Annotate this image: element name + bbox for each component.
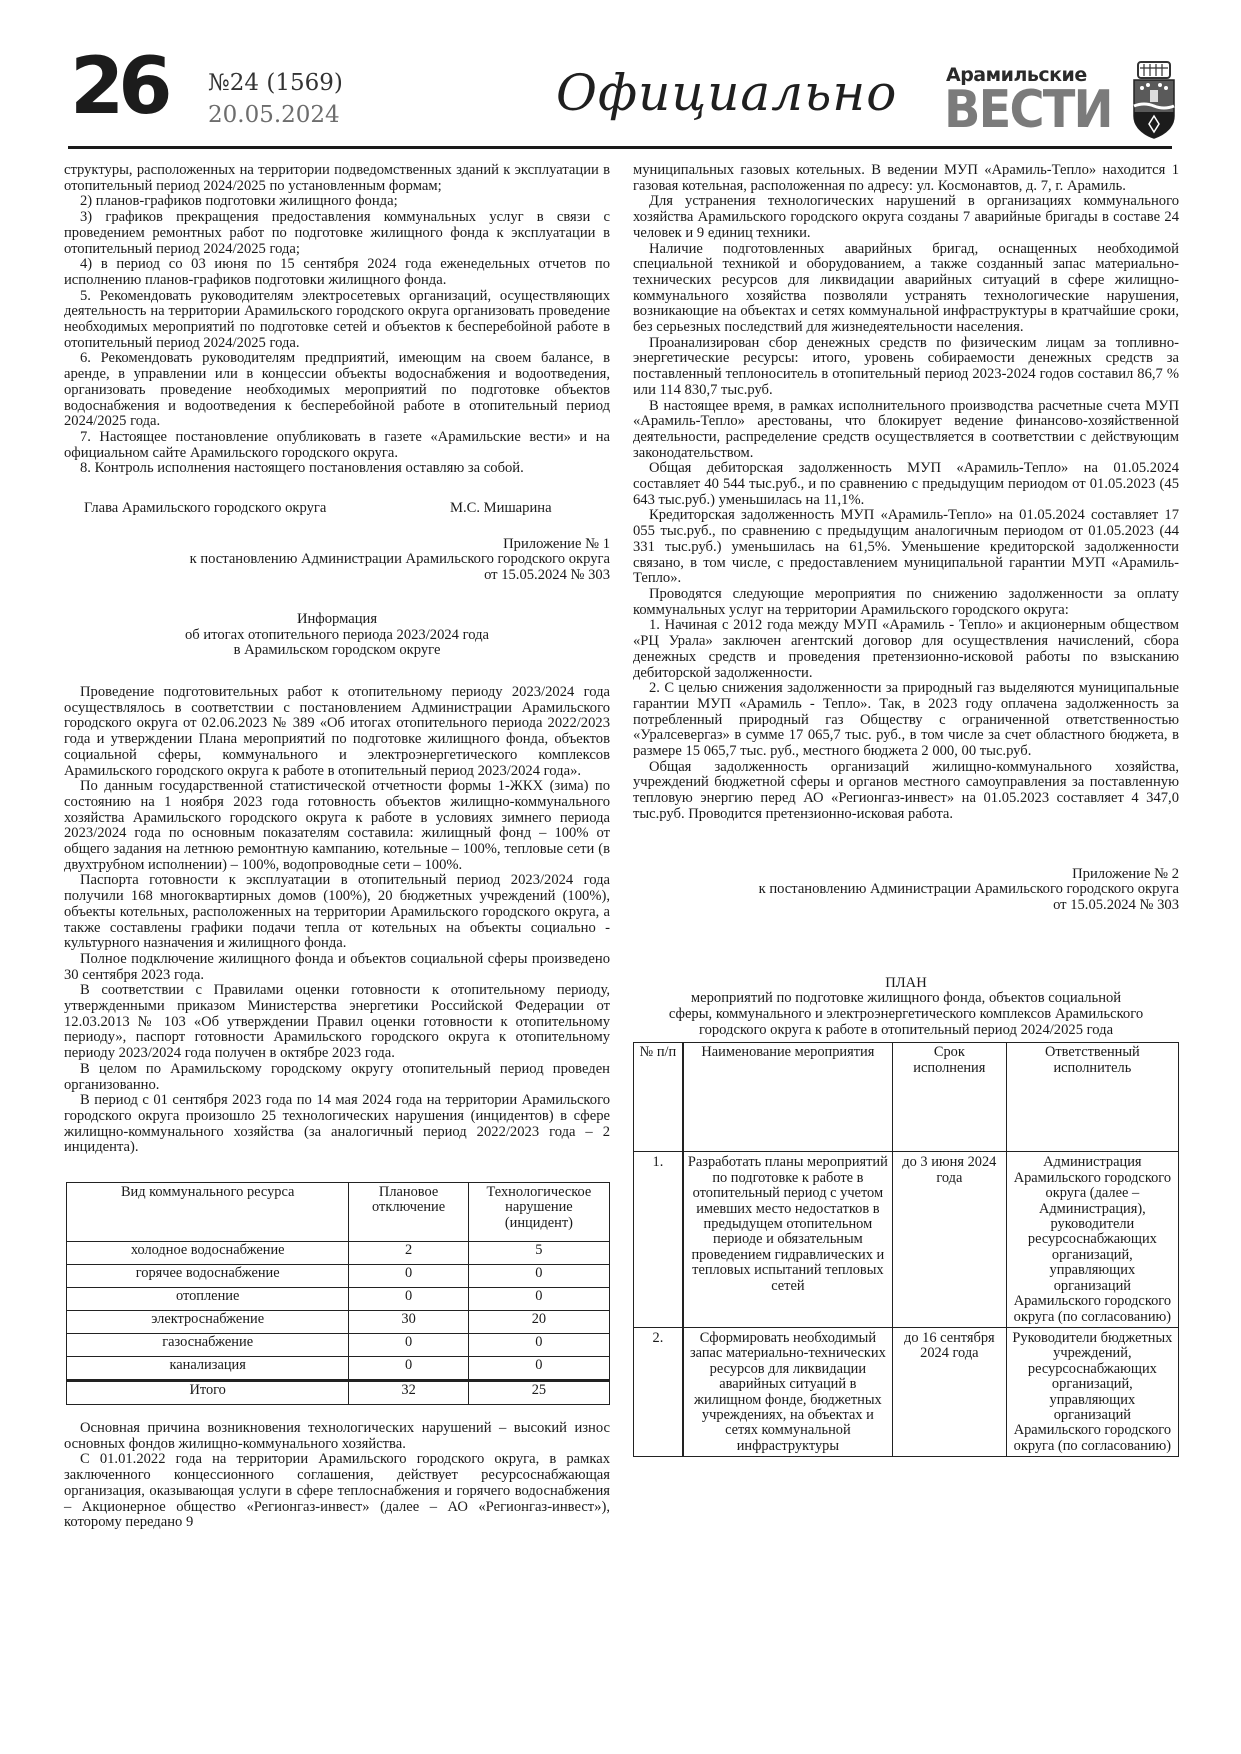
table-cell: Разработать планы мероприятий по подготовке к работе в отопительный период с учетом имевших место недостатков в предыдущем отопительном периоде и обязательным проведением гидравлических и тепловых испытаний тепловых сетей <box>683 1152 893 1327</box>
right-column <box>633 163 1179 1457</box>
column-header: № п/п <box>634 1043 683 1152</box>
header-divider <box>68 146 1172 149</box>
info-title <box>64 612 610 659</box>
table-cell: 0 <box>349 1334 468 1357</box>
table-cell: Руководители бюджетных учреждений, ресурсоснабжающих организаций, управляющих организаций Арамильского городского округа (по согласованию) <box>1006 1327 1178 1456</box>
paragraph: 8. Контроль исполнения настоящего постановления оставляю за собой. <box>80 460 524 477</box>
table-cell: Администрация Арамильского городского округа (далее – Администрация), руководители ресурсоснабжающих организаций, управляющих организаций Арамильского городского округа (по согласованию) <box>1006 1152 1178 1327</box>
table-row <box>67 1334 610 1357</box>
paragraph: В целом по Арамильскому городскому округу отопительный период проведен организованно. <box>64 1060 610 1093</box>
paragraph: муниципальных газовых котельных. В ведении МУП «Арамиль-Тепло» находится 1 газовая котельная, расположенная по адресу: ул. Космонавтов, д. 7, г. Арамиль. <box>633 162 1179 194</box>
column-header: Вид коммунального ресурса <box>67 1183 349 1242</box>
paragraph: Проводятся следующие мероприятия по снижению задолженности за оплату коммунальных услуг на территории Арамильского городского округа: <box>633 585 1179 618</box>
brand-name-top: Арамильские <box>946 64 1087 86</box>
page-number: 26 <box>70 42 167 132</box>
paragraph: Наличие подготовленных аварийных бригад, оснащенных необходимой специальной техникой и оборудованием, а также созданный запас материально-технических ресурсов для ликвидации аварийных ситуаций в сфере жилищно-коммунального хозяйства позволяли устранять технологические нарушения, возникающие на объектах и сетях коммунальной инфраструктуры в кратчайшие сроки, без серьезных последствий для жизнедеятельности населения. <box>633 240 1179 336</box>
appendix-resolution: к постановлению Администрации Арамильского городского округа <box>189 551 610 568</box>
table-row <box>67 1311 610 1334</box>
table-cell: 30 <box>349 1311 468 1334</box>
table-total-row <box>67 1381 610 1405</box>
table-cell: 0 <box>468 1265 609 1288</box>
paragraph: В период с 01 сентября 2023 года по 14 мая 2024 года на территории Арамильского городского округа произошло 25 технологических нарушения (инцидентов) в сфере жилищно-коммунального хозяйства (за аналогичный период 2022/2023 года – 2 инцидента). <box>64 1092 610 1156</box>
table-cell: 20 <box>468 1311 609 1334</box>
info-title-line: Информация <box>296 610 378 627</box>
paragraph: 7. Настоящее постановление опубликовать в газете «Арамильские вести» и на официальном сайте Арамильского городского округа. <box>64 428 610 461</box>
paragraph: В настоящее время, в рамках исполнительного производства расчетные счета МУП «Арамиль-Тепло» арестованы, что блокирует ведение финансово-хозяйственной деятельности, распределение средств осуществляется в соответствии с действующим законодательством. <box>633 397 1179 461</box>
table-cell: 5 <box>468 1242 609 1265</box>
table-cell: 2 <box>349 1242 468 1265</box>
table-header-row <box>67 1183 610 1242</box>
table-cell: 25 <box>468 1381 609 1405</box>
plan-title-line: городского округа к работе в отопительный период 2024/2025 года <box>698 1021 1114 1038</box>
table-cell: 0 <box>468 1288 609 1311</box>
table-row <box>67 1357 610 1381</box>
table-cell: 0 <box>349 1265 468 1288</box>
table-row <box>67 1288 610 1311</box>
info-title-line: в Арамильском городском округе <box>233 642 441 659</box>
paragraph: По данным государственной статистической отчетности формы 1-ЖКХ (зима) по состоянию на 1 ноября 2023 года готовность объектов жилищно-коммунального хозяйства Арамильского городского округа к работе в условиях зимнего периода 2023/2024 года по основным показателям составила: жилищный фонд – 100% от общего задания на летнюю ремонтную кампанию, котельные – 100%, тепловые сети (в двухтрубном исполнении) – 100%, водопроводные сети – 100%. <box>64 778 610 873</box>
table-row <box>67 1242 610 1265</box>
left-column <box>64 163 610 1531</box>
signature-block <box>64 501 610 517</box>
resource-table <box>66 1182 610 1405</box>
table-cell: газоснабжение <box>67 1334 349 1357</box>
paragraph: Для устранения технологических нарушений в организациях коммунального хозяйства Арамильского городского округа созданы 7 аварийные бригады в составе 24 человек и 9 единиц техники. <box>633 193 1179 241</box>
paragraph: 2. С целью снижения задолженности за природный газ выделяются муниципальные гарантии МУП «Арамиль - Тепло». Так, в 2023 году оплачена задолженность за потребленный природный газ Обществу с ограниченной ответственностью «Уралсевергаз» в сумме 17 065,7 тыс. руб., в том числе за счет областного бюджета, в размере 15 065,7 тыс. руб., местного бюджета 2 000, 00 тыс.руб. <box>633 680 1179 760</box>
signature-position: Глава Арамильского городского округа <box>84 500 327 517</box>
table-cell: 2. <box>634 1327 683 1456</box>
paragraph: 4) в период со 03 июня по 15 сентября 2024 года еженедельных отчетов по исполнению планов-графиков подготовки жилищного фонда. <box>64 256 610 288</box>
table-cell: холодное водоснабжение <box>67 1242 349 1265</box>
issue-date: 20.05.2024 <box>208 102 340 128</box>
paragraph: 2) планов-графиков подготовки жилищного фонда; <box>80 193 398 210</box>
appendix-date: от 15.05.2024 № 303 <box>1053 896 1179 913</box>
paragraph: Проанализирован сбор денежных средств по физическим лицам за топливно-энергетические ресурсы: итого, уровень собираемости денежных средств за поставленный теплоноситель в отопительный период 2023-2024 годов составил 86,7 % или 114 830,7 тыс.руб. <box>633 334 1179 398</box>
table-cell: 0 <box>349 1357 468 1381</box>
plan-title-line: сферы, коммунального и электроэнергетического комплексов Арамильского <box>668 1006 1144 1023</box>
paragraph: Полное подключение жилищного фонда и объектов социальной сферы произведено 30 сентября 2023 года. <box>64 950 610 983</box>
table-cell: 1. <box>634 1152 683 1327</box>
table-row <box>634 1327 1179 1456</box>
table-cell: до 3 июня 2024 года <box>892 1152 1006 1327</box>
column-header: Наименование мероприятия <box>683 1043 893 1152</box>
paragraph: В соответствии с Правилами оценки готовности к отопительному периоду, утвержденными приказом Министерства энергетики Российской Федерации от 12.03.2013 № 103 «Об утверждении Правил оценки готовности к отопительному периоду», паспорт готовности Арамильского городского округа к отопительному периоду 2023/2024 года получен в октябре 2023 года. <box>64 982 610 1062</box>
info-title-line: об итогах отопительного периода 2023/2024 года <box>184 626 490 643</box>
table-cell: 32 <box>349 1381 468 1405</box>
paragraph: структуры, расположенных на территории подведомственных зданий к эксплуатации в отопительный период 2024/2025 по установленным формам; <box>64 162 610 194</box>
table-cell: электроснабжение <box>67 1311 349 1334</box>
table-cell: 0 <box>349 1288 468 1311</box>
appendix-1-header <box>64 537 610 584</box>
paragraph: Основная причина возникновения технологических нарушений – высокий износ основных фондов жилищно-коммунального хозяйства. <box>64 1420 610 1452</box>
appendix-title: Приложение № 1 <box>503 535 610 552</box>
paragraph: 5. Рекомендовать руководителям электросетевых организаций, осуществляющих деятельность на территории Арамильского городского округа организовать проведение необходимых мероприятий по подготовке сетей и объектов к бесперебойной работе в отопительный период 2024/2025 года. <box>64 287 610 351</box>
column-header: Плановое отключение <box>349 1183 468 1242</box>
table-cell: 0 <box>468 1334 609 1357</box>
plan-title <box>633 976 1179 1039</box>
table-cell: 0 <box>468 1357 609 1381</box>
paragraph: 1. Начиная с 2012 года между МУП «Арамиль - Тепло» и акционерным обществом «РЦ Урала» заключен агентский договор для осуществления начислений, сбора денежных средств и проведения претензионно-исковой работы по взысканию дебиторской задолженности. <box>633 617 1179 681</box>
table-cell: Итого <box>67 1381 349 1405</box>
appendix-resolution: к постановлению Администрации Арамильского городского округа <box>758 881 1179 898</box>
appendix-2-header <box>633 867 1179 914</box>
section-title: Официально <box>556 64 898 122</box>
page-header <box>0 0 1241 150</box>
paragraph: Общая задолженность организаций жилищно-коммунального хозяйства, учреждений бюджетной сферы и органов местного самоуправления за поставленную тепловую энергию перед АО «Регионгаз-инвест» на 01.05.2023 составляет 4 347,0 тыс.руб. Проводится претензионно-исковая работа. <box>633 758 1179 822</box>
plan-title-line: ПЛАН <box>885 974 927 991</box>
paragraph: Кредиторская задолженность МУП «Арамиль-Тепло» на 01.05.2024 составляет 17 055 тыс.руб., по сравнению с предыдущим аналогичным периодом от 01.05.2023 (44 331 тыс.руб.) уменьшилась на 61,5%. Уменьшение кредиторской задолженности связано, в том числе, с предоставлением муниципальной гарантии МУП «Арамиль-Тепло». <box>633 507 1179 587</box>
table-cell: до 16 сентября 2024 года <box>892 1327 1006 1456</box>
paragraph: Общая дебиторская задолженность МУП «Арамиль-Тепло» на 01.05.2024 составляет 40 544 тыс.руб., и по сравнению с предыдущим периодом от 01.05.2023 (45 643 тыс.руб.) уменьшилась на 11,1%. <box>633 460 1179 508</box>
plan-title-line: мероприятий по подготовке жилищного фонда, объектов социальной <box>690 990 1122 1007</box>
appendix-title: Приложение № 2 <box>1072 865 1179 882</box>
appendix-date: от 15.05.2024 № 303 <box>484 567 610 584</box>
column-header: Ответственный исполнитель <box>1006 1043 1178 1152</box>
table-header-row <box>634 1043 1179 1152</box>
paragraph: Проведение подготовительных работ к отопительному периоду 2023/2024 года осуществлялось в соответствии с постановлением Администрации Арамильского городского округа от 02.06.2023 № 389 «Об итогах отопительного периода 2022/2023 года и утверждении Плана мероприятий по подготовке жилищного фонда, объектов социальной сферы, коммунального и электроэнергетического комплексов Арамильского городского округа к работе в отопительный период 2023/2024 года». <box>64 683 610 779</box>
table-cell: канализация <box>67 1357 349 1381</box>
paragraph: С 01.01.2022 года на территории Арамильского городского округа, в рамках заключенного концессионного соглашения, действует ресурсоснабжающая организация, оказывающая услуги в сфере теплоснабжения и горячего водоснабжения – Акционерное общество «Регионгаз-инвест» (далее – АО «Регионгаз-инвест»), которому передано 9 <box>64 1451 610 1531</box>
table-cell: Сформировать необходимый запас материально-технических ресурсов для ликвидации аварийных ситуаций в жилищном фонде, бюджетных учреждениях, на объектах и сетях коммунальной инфраструктуры <box>683 1327 893 1456</box>
table-row <box>634 1152 1179 1327</box>
plan-table <box>633 1042 1179 1457</box>
city-coat-of-arms-icon <box>1128 60 1180 140</box>
paragraph: 6. Рекомендовать руководителям предприятий, имеющим на своем балансе, в аренде, в управлении или в концессии объекты водоснабжения и водоотведения, организовать проведение необходимых мероприятий по подготовке объектов водоснабжения и водоотведения к бесперебойной работе в отопительный период 2024/2025 года. <box>64 350 610 430</box>
issue-number: №24 (1569) <box>208 70 343 96</box>
table-cell: отопление <box>67 1288 349 1311</box>
column-header: Технологическое нарушение (инцидент) <box>468 1183 609 1242</box>
paragraph: 3) графиков прекращения предоставления коммунальных услуг в связи с проведением ремонтных работ по подготовке жилищного фонда к эксплуатации в отопительный период 2024/2025 года; <box>64 209 610 257</box>
signature-name: М.С. Мишарина <box>450 500 552 517</box>
table-cell: горячее водоснабжение <box>67 1265 349 1288</box>
table-row <box>67 1265 610 1288</box>
column-header: Срок исполнения <box>892 1043 1006 1152</box>
brand-name-main: ВЕСТИ <box>944 80 1112 140</box>
paragraph: Паспорта готовности к эксплуатации в отопительный период 2023/2024 года получили 168 многоквартирных домов (100%), 20 бюджетных учреждений (100%), объекты котельных, расположенных на территории Арамильского городского округа, а также составлены графики подачи тепла от котельных на объекты социально - культурного назначения и жилищного фонда. <box>64 872 610 952</box>
